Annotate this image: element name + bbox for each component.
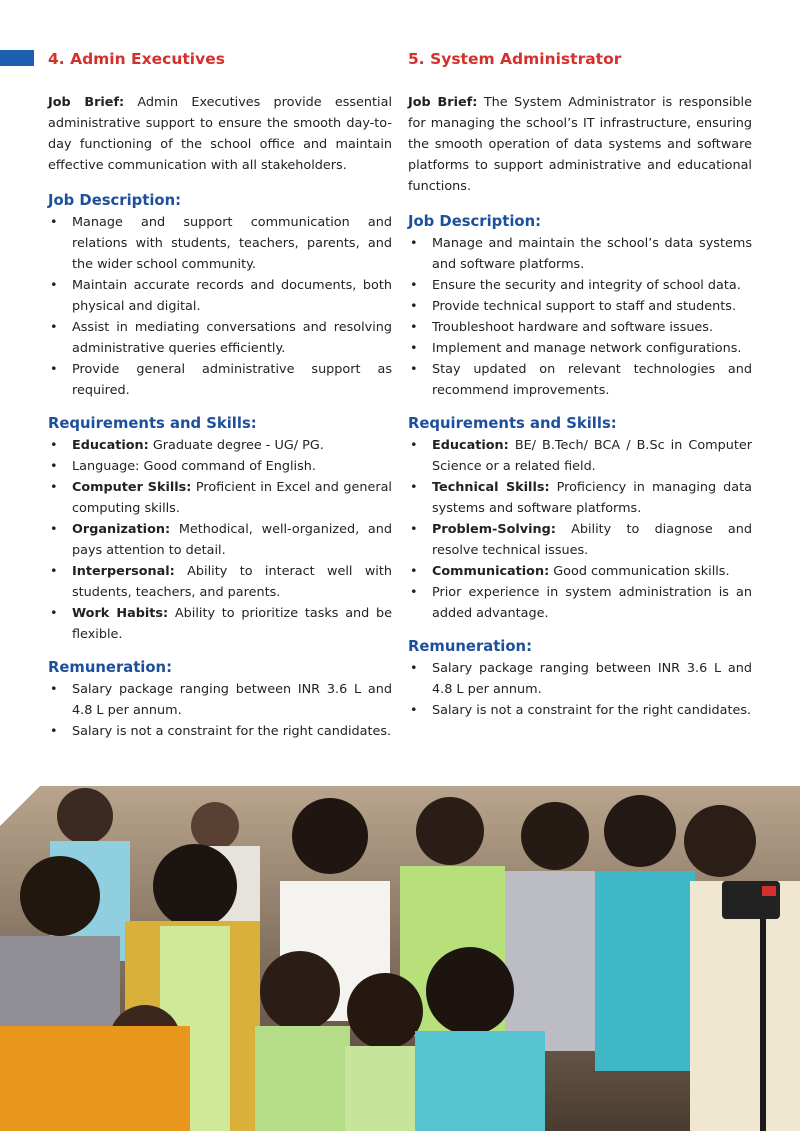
person-body [255, 1026, 350, 1131]
job-brief-admin [48, 92, 392, 176]
list-item: • Salary is not a constraint for the right candidates. [48, 721, 392, 742]
list-item [408, 561, 752, 582]
list-item: • Provide technical support to staff and students. [408, 296, 752, 317]
req-text: Language: Good command of English. [72, 459, 316, 474]
list-item [408, 477, 752, 519]
person-body [0, 1026, 190, 1131]
person-head [604, 795, 676, 867]
person-head [347, 973, 423, 1049]
students-group-photo [0, 786, 800, 1131]
job-brief-sysadmin [408, 92, 752, 197]
person-head [260, 951, 340, 1031]
person-head [521, 802, 589, 870]
req-label: Technical Skills: [432, 480, 550, 495]
job-description-heading: Job Description: [48, 192, 182, 209]
req-label: Education: [432, 438, 509, 453]
person-head [191, 802, 239, 850]
person-head [292, 798, 368, 874]
person-head [684, 805, 756, 877]
req-text: Graduate degree - UG/ PG. [148, 438, 324, 453]
remuneration-heading: Remuneration: [408, 638, 532, 655]
list-item: • Salary is not a constraint for the right candidates. [408, 700, 752, 721]
list-item [48, 477, 392, 519]
list-item [408, 519, 752, 561]
list-item [408, 582, 752, 624]
job-description-heading: Job Description: [408, 213, 542, 230]
req-label: Computer Skills: [72, 480, 192, 495]
remuneration-heading: Remuneration: [48, 659, 172, 676]
list-item [48, 519, 392, 561]
list-item: • Assist in mediating conversations and resolving administrative queries efficiently. [48, 317, 392, 359]
list-item: • Implement and manage network configurations. [408, 338, 752, 359]
req-label: Organization: [72, 522, 171, 537]
list-item [48, 603, 392, 645]
list-item: • Maintain accurate records and documents, both physical and digital. [48, 275, 392, 317]
photo-illustration [0, 786, 800, 1131]
requirements-heading: Requirements and Skills: [48, 415, 257, 432]
person-body [595, 871, 695, 1071]
req-label: Communication: [432, 564, 550, 579]
job-description-list [408, 233, 752, 401]
job-brief-text: The System Administrator is responsible for managing the school’s IT infrastructure, ensuring the smooth operation of data systems and software platforms to support administrative and educational functions. [408, 95, 752, 194]
req-text: Good communication skills. [549, 564, 730, 579]
list-item: • Stay updated on relevant technologies and recommend improvements. [408, 359, 752, 401]
list-item: • Salary package ranging between INR 3.6 L and 4.8 L per annum. [48, 679, 392, 721]
tripod-stand [760, 919, 766, 1131]
person-head [57, 788, 113, 844]
req-label: Education: [72, 438, 149, 453]
req-text: Methodical, well-organized, and pays attention to detail. [72, 522, 392, 558]
list-item [48, 456, 392, 477]
req-text: Proficiency in managing data systems and software platforms. [432, 480, 752, 516]
remuneration-list [408, 658, 752, 721]
accent-bar [0, 50, 34, 66]
role-title-sysadmin: 5. System Administrator [408, 50, 622, 68]
requirements-list [408, 435, 752, 624]
remuneration-list [48, 679, 392, 742]
list-item: • Troubleshoot hardware and software issues. [408, 317, 752, 338]
person-body [505, 871, 605, 1051]
req-label: Problem-Solving: [432, 522, 556, 537]
list-item: • Manage and maintain the school’s data systems and software platforms. [408, 233, 752, 275]
req-text: Ability to diagnose and resolve technical issues. [432, 522, 752, 558]
role-title-admin: 4. Admin Executives [48, 50, 225, 68]
list-item [48, 435, 392, 456]
req-label: Work Habits: [72, 606, 169, 621]
job-brief-label: Job Brief: [48, 95, 125, 110]
list-item [408, 435, 752, 477]
req-text: BE/ B.Tech/ BCA / B.Sc in Computer Science or a related field. [432, 438, 752, 474]
person-body [415, 1031, 545, 1131]
list-item: • Provide general administrative support as required. [48, 359, 392, 401]
requirements-heading: Requirements and Skills: [408, 415, 617, 432]
list-item: • Salary package ranging between INR 3.6 L and 4.8 L per annum. [408, 658, 752, 700]
requirements-list [48, 435, 392, 645]
list-item: • Ensure the security and integrity of school data. [408, 275, 752, 296]
job-brief-label: Job Brief: [408, 95, 478, 110]
admin-executives-column [48, 48, 392, 754]
person-head [416, 797, 484, 865]
req-text: Ability to interact well with students, teachers, and parents. [72, 564, 392, 600]
list-item: • Manage and support communication and relations with students, teachers, parents, and the wider school community. [48, 212, 392, 275]
person-head [153, 844, 237, 928]
req-label: Interpersonal: [72, 564, 175, 579]
req-text: Proficient in Excel and general computing skills. [72, 480, 392, 516]
system-administrator-column [408, 48, 752, 733]
list-item [48, 561, 392, 603]
req-text: Prior experience in system administration is an added advantage. [432, 585, 752, 621]
person-head [426, 947, 514, 1035]
camera-mount-icon [762, 886, 776, 896]
job-description-list [48, 212, 392, 401]
req-text: Ability to prioritize tasks and be flexible. [72, 606, 392, 642]
job-brief-text: Admin Executives provide essential administrative support to ensure the smooth day-to-day functioning of the school office and maintain effective communication with all stakeholders. [48, 95, 392, 173]
person-head [20, 856, 100, 936]
